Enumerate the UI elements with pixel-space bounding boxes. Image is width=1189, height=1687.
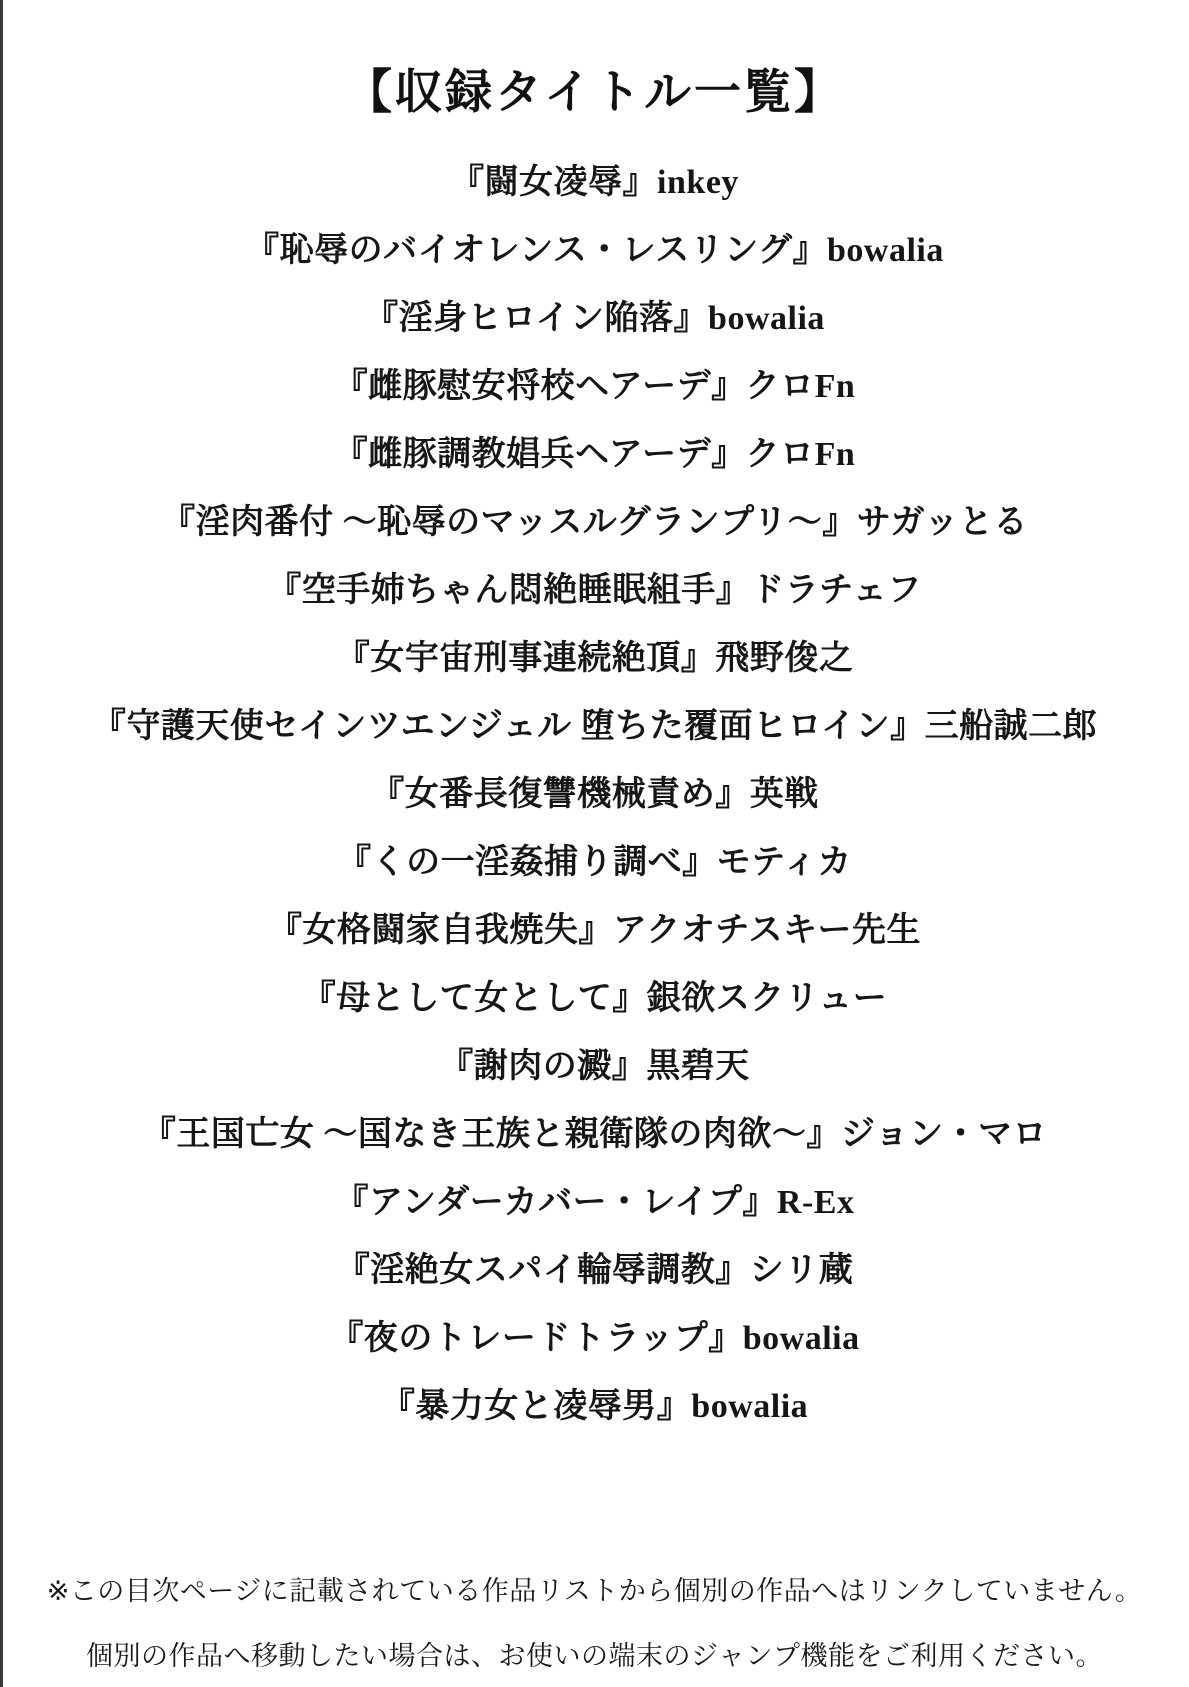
page-left-edge-divider: [0, 0, 3, 1687]
toc-item: 『女番長復讐機械責め』英戦: [370, 776, 819, 813]
footer-note-line-2: 個別の作品へ移動したい場合は、お使いの端末のジャンプ機能をご利用ください。: [86, 1641, 1103, 1671]
toc-item: 『くの一淫姦捕り調べ』モティカ: [337, 844, 852, 881]
toc-item: 『母として女として』銀欲スクリュー: [301, 980, 888, 1017]
footer-note-line-1: ※この目次ページに記載されている作品リストから個別の作品へはリンクしていません。: [46, 1576, 1143, 1606]
page-title: 【収録タイトル一覧】: [344, 67, 845, 119]
toc-item: 『雌豚調教娼兵ヘアーデ』クロFn: [333, 436, 856, 473]
toc-item: 『暴力女と凌辱男』bowalia: [380, 1388, 809, 1425]
toc-item: 『女格闘家自我焼失』アクオチスキー先生: [267, 912, 922, 949]
toc-item: 『空手姉ちゃん悶絶睡眠組手』ドラチェフ: [267, 572, 922, 609]
toc-item: 『守護天使セインツエンジェル 堕ちた覆面ヒロイン』三船誠二郎: [91, 708, 1098, 745]
toc-item: 『夜のトレードトラップ』bowalia: [329, 1320, 860, 1357]
toc-item: 『アンダーカバー・レイプ』R-Ex: [334, 1184, 855, 1221]
toc-list: [0, 149, 1189, 1441]
toc-item: 『雌豚慰安将校ヘアーデ』クロFn: [333, 368, 856, 405]
toc-item: 『淫肉番付 ～恥辱のマッスルグランプリ～』サガッとる: [161, 504, 1028, 541]
toc-item: 『恥辱のバイオレンス・レスリング』bowalia: [245, 232, 944, 269]
toc-item: 『淫絶女スパイ輪辱調教』シリ蔵: [335, 1252, 854, 1289]
toc-item: 『淫身ヒロイン陥落』bowalia: [364, 300, 825, 337]
toc-item: 『女宇宙刑事連続絶頂』飛野俊之: [335, 640, 854, 677]
toc-item: 『謝肉の澱』黒碧天: [439, 1048, 750, 1085]
toc-item: 『王国亡女 ～国なき王族と親衛隊の肉欲～』ジョン・マロ: [141, 1116, 1048, 1153]
footer-note: [0, 1559, 1189, 1687]
toc-item: 『闘女凌辱』inkey: [450, 164, 739, 201]
